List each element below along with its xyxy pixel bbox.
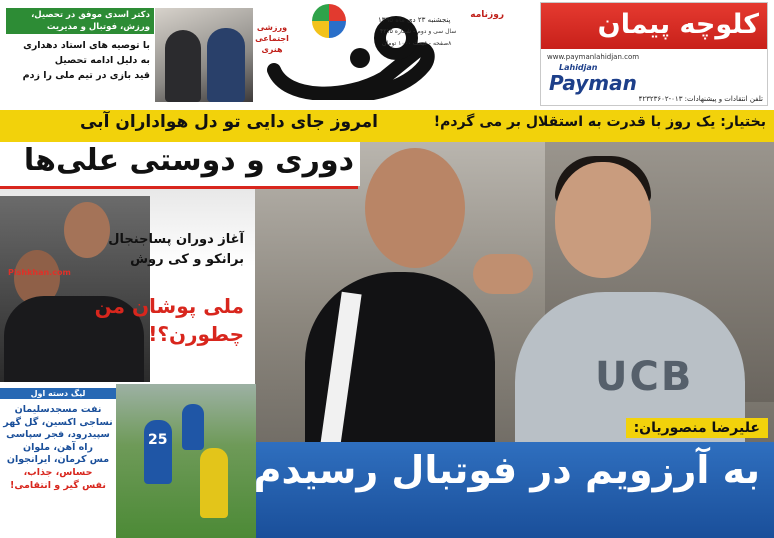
- league-list[interactable]: [0, 404, 116, 492]
- headline-dayi[interactable]: امروز جای دایی تو دل هواداران آبی: [79, 112, 378, 132]
- match-photo[interactable]: [116, 384, 256, 538]
- red-headline-line: ملی پوشان من: [94, 294, 244, 318]
- issue-info: سال سی و دوم - شماره ۴۲۱۵: [380, 28, 457, 35]
- red-headline-line: چطورن؟!: [148, 322, 244, 346]
- league-item: مس کرمان، ایرانجوان: [6, 454, 110, 466]
- teaser-line: با توصیه های استاد دهداری: [23, 40, 150, 51]
- masthead-tags: [252, 22, 292, 55]
- teaser-box[interactable]: [6, 8, 154, 102]
- ad-logo: [549, 63, 637, 99]
- ad-logo-small: Lahidjan: [559, 63, 598, 72]
- subheadline-line: برانکو و کی روش: [130, 252, 244, 267]
- teaser-line: قید بازی در تیم ملی را زدم: [22, 70, 150, 81]
- watermark: Pishkhan.com: [8, 268, 71, 277]
- player-figure: [144, 420, 172, 484]
- tag-social: اجتماعی: [255, 34, 289, 43]
- boy-head: [555, 162, 651, 278]
- ad-url[interactable]: www.paymanlahidjan.com: [547, 53, 640, 61]
- newspaper-masthead: [252, 2, 512, 106]
- league-item: راه آهن، ملوان: [22, 441, 94, 453]
- player-head: [64, 202, 110, 258]
- person-silhouette: [165, 30, 201, 102]
- teaser-photo[interactable]: [155, 8, 253, 102]
- tag-sport: ورزشی: [256, 23, 288, 32]
- player-figure: [182, 404, 204, 450]
- headline-bakhtiar[interactable]: بختیار: یک روز با قدرت به استقلال بر می گردم!: [433, 114, 766, 130]
- issue-date: پنجشنبه ۲۳ دی ماه ۱۳۹۵: [378, 16, 451, 24]
- subheadline-line: آغاز دوران پساجنجال: [108, 232, 244, 247]
- league-item: نفت مسجدسلیمان: [14, 404, 102, 415]
- jersey-number: 25: [148, 432, 168, 448]
- teaser-text: [6, 38, 154, 83]
- players-photo[interactable]: [0, 196, 150, 382]
- headline-main[interactable]: دوری و دوستی علی‌ها: [23, 143, 354, 178]
- subheadline: [108, 230, 244, 270]
- league-item: حساس، جذاب،: [23, 466, 93, 478]
- masthead-label: روزنامه: [470, 10, 504, 20]
- ad-brand-title: کلوچه پیمان: [597, 9, 759, 40]
- issue-price: ۸صفحه - قیمت ۱۰۰۰ تومان: [382, 40, 452, 47]
- advertisement-box[interactable]: [540, 2, 768, 106]
- person-silhouette: [207, 28, 245, 102]
- teaser-title: دکتر اسدی موفق در تحصیل، ورزش، فوتبال و مدیریت: [6, 8, 154, 34]
- league-title: لیگ دسته اول: [0, 388, 116, 399]
- league-item: نساجی اکسین، گل گهر: [3, 416, 113, 428]
- sweater-logo: UCB: [595, 354, 694, 400]
- main-headline[interactable]: به آرزویم در فوتبال رسیدم: [253, 448, 760, 492]
- ball-icon: [312, 4, 346, 38]
- ad-logo-main: Payman: [549, 71, 637, 95]
- league-item: نفس گیر و انتقامی!: [10, 479, 106, 491]
- handshake: [473, 254, 533, 294]
- red-headline[interactable]: [95, 292, 244, 348]
- teaser-line: به دلیل ادامه تحصیل: [54, 55, 150, 66]
- man-head: [365, 148, 465, 268]
- quote-source: علیرضا منصوریان:: [626, 418, 768, 438]
- league-item: سپیدرود، فجر سپاسی: [6, 429, 110, 441]
- ad-contact: تلفن انتقادات و پیشنهادات: ۰۱۳-۴۲۳۲۳۶۰۲: [638, 95, 763, 103]
- tag-art: هنری: [261, 45, 283, 54]
- player-figure: [200, 448, 228, 518]
